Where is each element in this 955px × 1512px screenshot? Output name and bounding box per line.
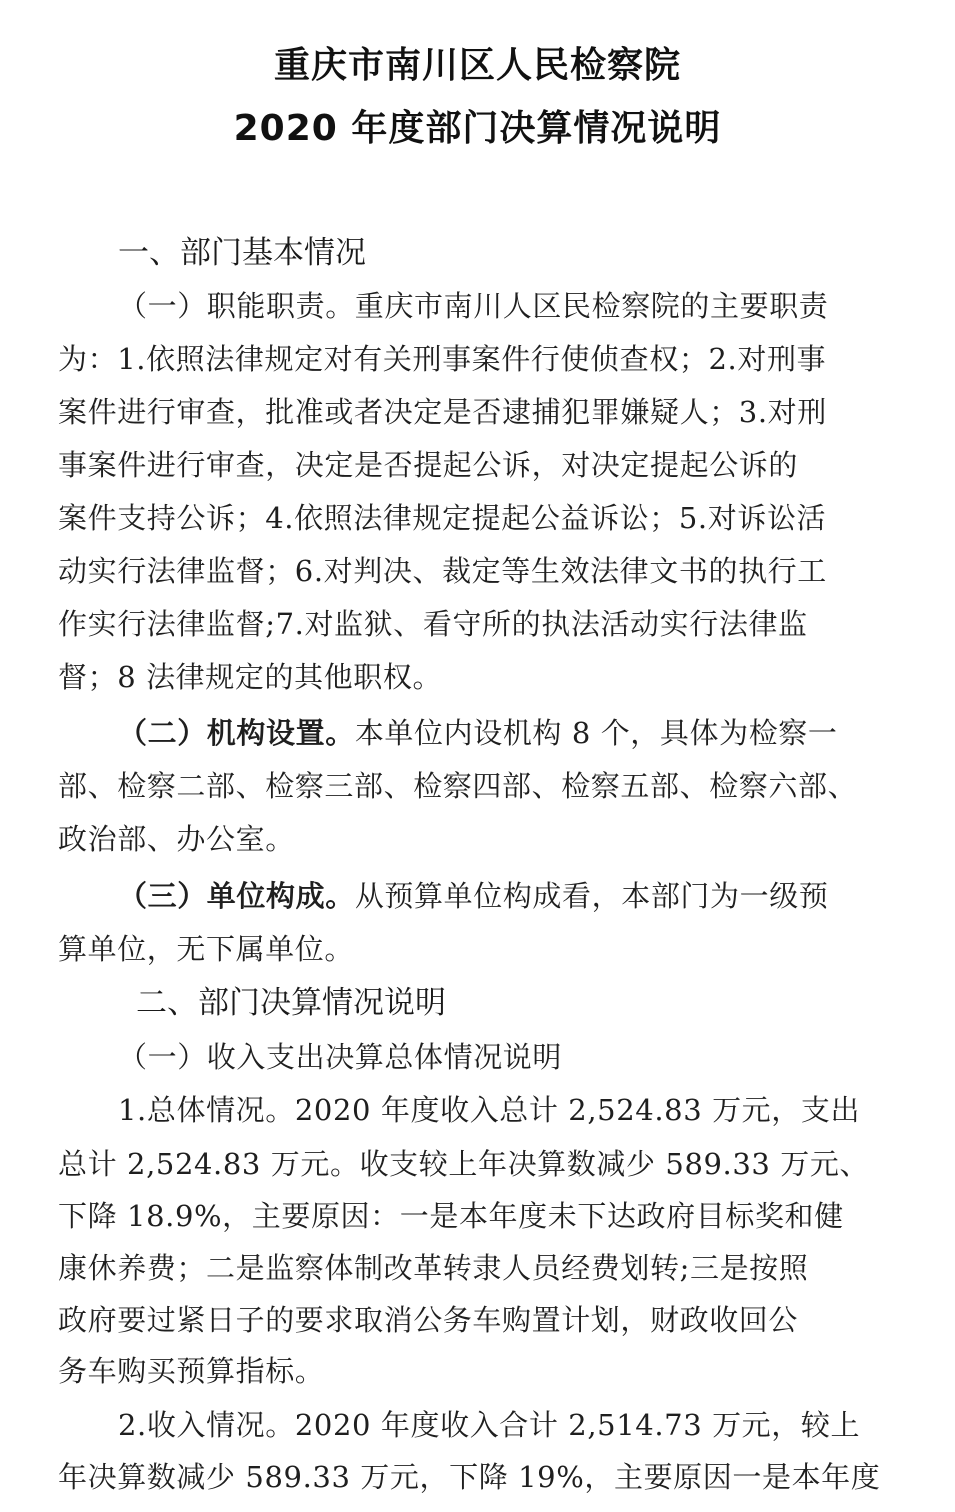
para-1-line-1: （一）职能职责。重庆市南川人区民检察院的主要职责	[118, 289, 829, 323]
para-4-line-5: 政府要过紧日子的要求取消公务车购置计划，财政收回公	[58, 1303, 799, 1337]
para-1-line-7: 作实行法律监督;7.对监狱、看守所的执法活动实行法律监	[58, 607, 808, 641]
para-4-line-1: 1.总体情况。2020 年度收入总计 2,524.83 万元，支出	[118, 1093, 861, 1127]
para-2-first-rest: 本单位内设机构 8 个，具体为检察一	[354, 716, 838, 750]
para-5-line-1: 2.收入情况。2020 年度收入合计 2,514.73 万元，较上	[118, 1408, 861, 1442]
para-2-line-3: 政治部、办公室。	[58, 822, 295, 856]
para-2-label: （二）机构设置。	[118, 716, 355, 750]
para-4-line-4: 康休养费；二是监察体制改革转隶人员经费划转;三是按照	[58, 1251, 809, 1285]
document-title-line-1: 重庆市南川区人民检察院	[273, 45, 681, 86]
section-2-heading: 二、部门决算情况说明	[136, 985, 446, 1021]
para-1-line-6: 动实行法律监督；6.对判决、裁定等生效法律文书的执行工	[58, 554, 827, 588]
section-1-heading: 一、部门基本情况	[118, 235, 366, 271]
para-1-line-5: 案件支持公诉；4.依照法律规定提起公益诉讼；5.对诉讼活	[58, 501, 827, 535]
para-4-line-3: 下降 18.9%，主要原因：一是本年度未下达政府目标奖和健	[58, 1199, 844, 1233]
para-5-line-2: 年决算数减少 589.33 万元，下降 19%，主要原因一是本年度	[58, 1460, 881, 1494]
para-3-first-rest: 从预算单位构成看，本部门为一级预	[354, 879, 829, 913]
para-1-line-8: 督；8 法律规定的其他职权。	[58, 660, 443, 694]
para-1-line-3: 案件进行审查，批准或者决定是否逮捕犯罪嫌疑人；3.对刑	[58, 395, 827, 429]
para-1-line-4: 事案件进行审查，决定是否提起公诉，对决定提起公诉的	[58, 448, 799, 482]
para-3-label: （三）单位构成。	[118, 879, 355, 913]
para-4-line-2: 总计 2,524.83 万元。收支较上年决算数减少 589.33 万元、	[58, 1147, 870, 1181]
document-title-line-2: 2020 年度部门决算情况说明	[233, 108, 722, 149]
subsection-2-1-heading: （一）收入支出决算总体情况说明	[118, 1040, 563, 1074]
para-3-line-1	[118, 876, 828, 916]
para-4-line-6: 务车购买预算指标。	[58, 1354, 325, 1388]
para-2-line-2: 部、检察二部、检察三部、检察四部、检察五部、检察六部、	[58, 769, 858, 803]
para-2-line-1	[118, 713, 838, 753]
para-1-line-2: 为：1.依照法律规定对有关刑事案件行使侦查权；2.对刑事	[58, 342, 827, 376]
para-3-line-2: 算单位，无下属单位。	[58, 932, 355, 966]
